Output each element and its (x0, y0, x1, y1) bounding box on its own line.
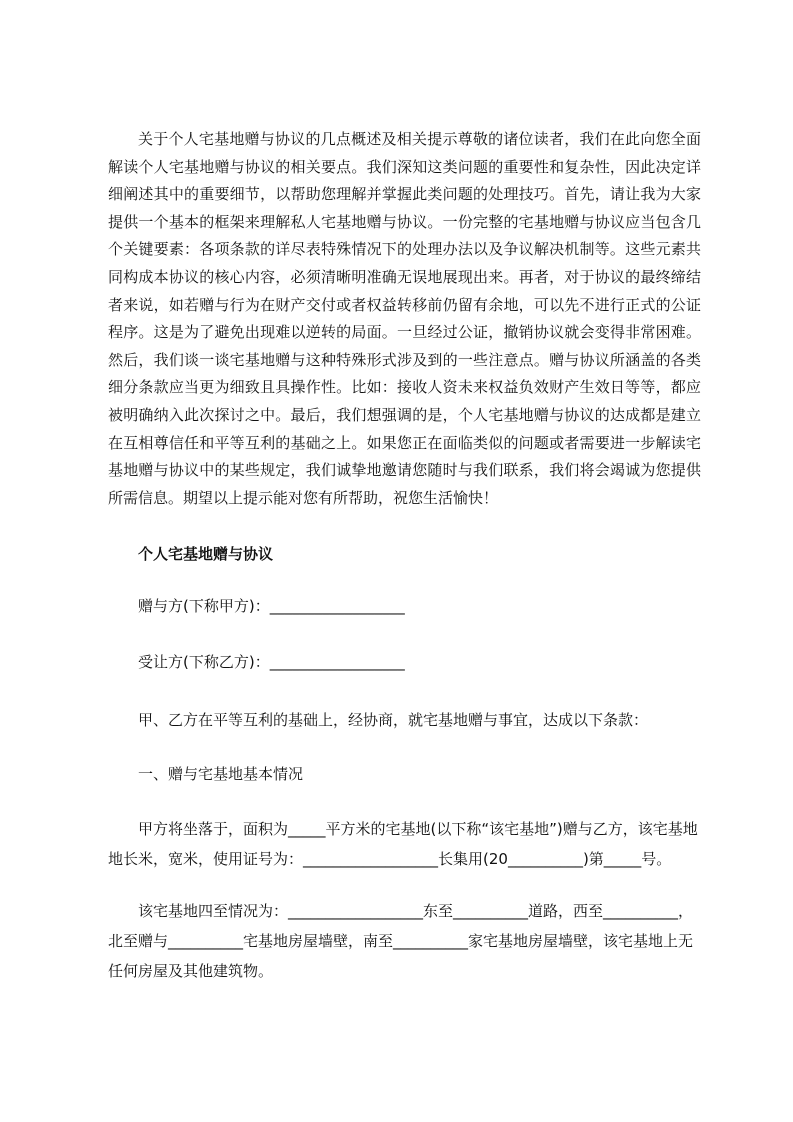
agreement-title: 个人宅基地赠与协议 (138, 545, 274, 564)
donor-line: 赠与方(下称甲方)：__________________ (138, 597, 405, 616)
intro-paragraph: 关于个人宅基地赠与协议的几点概述及相关提示尊敬的诸位读者，我们在此向您全面解读个人宅基地赠与协议的相关要点。我们深知这类问题的重要性和复杂性，因此决定详细阐述其中的重要细节，以帮助您理解并掌握此类问题的处理技巧。首先，请让我为大家提供一个基本的框架来理解私人宅基地赠与协议。一份完整的宅基地赠与协议应当包含几个关键要素：各项条款的详尽表特殊情况下的处理办法以及争议解决机制等。这些元素共同构成本协议的核心内容，必须清晰明准确无误地展现出来。再者，对于协议的最终缔结者来说，如若赠与行为在财产交付或者权益转移前仍留有余地，可以先不进行正式的公证程序。这是为了避免出现难以逆转的局面。一旦经过公证，撤销协议就会变得非常困难。然后，我们谈一谈宅基地赠与这种特殊形式涉及到的一些注意点。赠与协议所涵盖的各类细分条款应当更为细致且具操作性。比如：接收人资未来权益负效财产生效日等等，都应被明确纳入此次探讨之中。最后，我们想强调的是，个人宅基地赠与协议的达成都是建立在互相尊信任和平等互利的基础之上。如果您正在面临类似的问题或者需要进一步解读宅基地赠与协议中的某些规定，我们诚挚地邀请您随时与我们联系，我们将会竭诚为您提供所需信息。期望以上提示能对您有所帮助，祝您生活愉快！ (108, 130, 701, 507)
section1-heading: 一、赠与宅基地基本情况 (138, 765, 304, 784)
section1-paragraph-1: 甲方将坐落于，面积为_____平方米的宅基地(以下称“该宅基地”)赠与乙方，该宅基地地长米，宽米，使用证号为：__________________长集用(20__________)第_____号。 (108, 820, 698, 869)
recipient-line: 受让方(下称乙方)：__________________ (138, 653, 405, 672)
section1-paragraph-2: 该宅基地四至情况为：__________________东至__________道路，西至__________，北至赠与__________宅基地房屋墙壁，南至__________家宅基地房屋墙壁，该宅基地上无任何房屋及其他建筑物。 (108, 902, 694, 981)
preamble: 甲、乙方在平等互利的基础上，经协商，就宅基地赠与事宜，达成以下条款： (138, 711, 649, 730)
